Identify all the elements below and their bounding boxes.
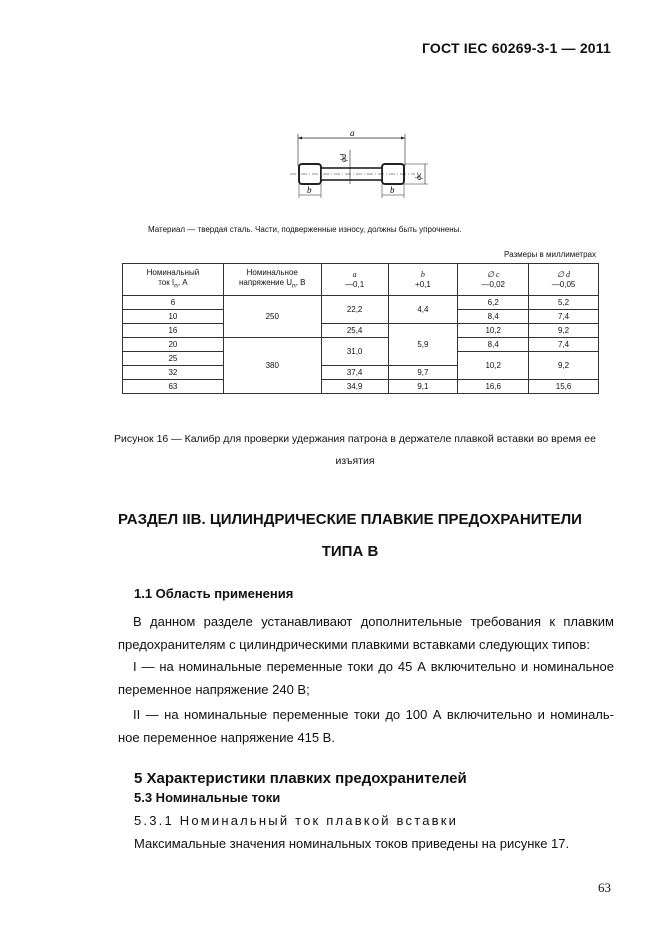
max-values-text: Максимальные значения номинальных токов приведены на рисунке 17. [134,836,570,851]
cell-d: 9,2 [529,324,599,338]
cell-d: 9,2 [529,352,599,380]
header-c: ∅ c —0,02 [458,264,529,296]
table-header-row [123,264,599,296]
table-row [123,324,599,338]
cell-d: 7,4 [529,310,599,324]
header-b: b +0,1 [388,264,458,296]
section-title: РАЗДЕЛ IIB. ЦИЛИНДРИЧЕСКИЕ ПЛАВКИЕ ПРЕДОХРАНИТЕЛИ ТИПА B [118,511,582,560]
figure-caption: Рисунок 16 — Калибр для проверки удержания патрона в держателе плавкой вставки во время ее изъятия [114,433,596,467]
cell-current: 16 [123,324,224,338]
cell-current: 20 [123,338,224,352]
cell-a: 37,4 [321,366,388,380]
rated-currents-heading: 5.3 Номинальные токи [134,790,281,805]
cell-d: 7,4 [529,338,599,352]
cell-a: 31,0 [321,338,388,366]
dim-c-label: ϕc [414,172,423,180]
cell-current: 6 [123,296,224,310]
header-voltage: Номинальное напряжение $U_n$, В [223,264,321,296]
gauge-dimensions-table [122,263,599,394]
dim-b-left-label: b [307,185,312,195]
characteristics-heading: 5 Характеристики плавких предохранителей [134,770,467,787]
units-note: Размеры в миллиметрах [504,250,596,259]
page-number: 63 [598,880,611,895]
cell-a: 22,2 [321,296,388,324]
cell-a: 34,9 [321,380,388,394]
cell-voltage: 380 [223,338,321,394]
document-header: ГОСТ IEC 60269-3-1 — 2011 [421,40,611,56]
cell-current: 10 [123,310,224,324]
cell-c: 10,2 [458,324,529,338]
cell-c: 8,4 [458,338,529,352]
scope-paragraph: В данном разделе устанавливают дополнительные требования к плавким предохранителям с цилиндрическими плавкими вставками следующих типов: [118,614,614,652]
scope-heading: 1.1 Область применения [134,586,294,601]
cell-voltage: 250 [223,296,321,338]
cell-d: 15,6 [529,380,599,394]
header-current: Номинальный ток $I_n$, А [123,264,224,296]
cell-b: 9,7 [388,366,458,380]
cell-c: 6,2 [458,296,529,310]
cell-b: 9,1 [388,380,458,394]
cell-a: 25,4 [321,324,388,338]
cell-current: 63 [123,380,224,394]
type-ii-paragraph: II — на номинальные переменные токи до 100 А включительно и номиналь-ное переменное напряжение 415 В. [118,707,614,745]
table-row [123,380,599,394]
table-row [123,338,599,352]
cell-c: 16,6 [458,380,529,394]
cell-current: 32 [123,366,224,380]
dim-b-right-label: b [390,185,395,195]
header-d: ∅ d —0,05 [529,264,599,296]
cell-c: 10,2 [458,352,529,380]
clause-531: 5.3.1 Номинальный ток плавкой вставки [134,813,459,828]
material-note: Материал — твердая сталь. Части, подверженные износу, должны быть упрочнены. [148,225,462,234]
header-a: a —0,1 [321,264,388,296]
dim-a-label: a [350,128,355,138]
gauge-drawing [280,128,450,208]
type-i-paragraph: I — на номинальные переменные токи до 45 А включительно и номинальное переменное напряжение 240 В; [118,659,614,697]
cell-current: 25 [123,352,224,366]
cell-b: 4,4 [388,296,458,324]
table-row [123,296,599,310]
cell-d: 5,2 [529,296,599,310]
cell-c: 8,4 [458,310,529,324]
cell-b: 5,9 [388,324,458,366]
dim-d-label: ϕd [339,153,348,162]
